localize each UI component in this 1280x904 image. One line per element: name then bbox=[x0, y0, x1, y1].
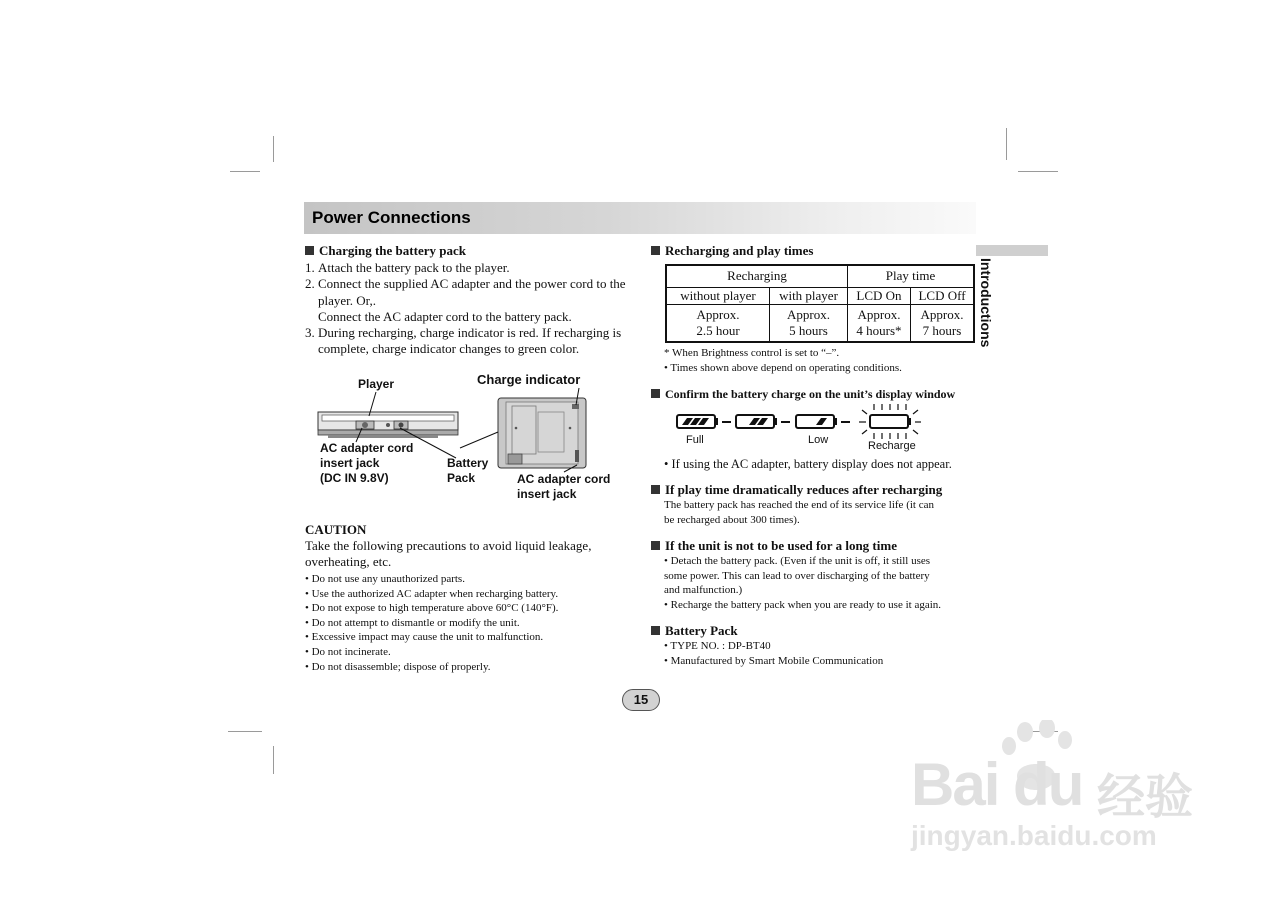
table-cell: Approx. 2.5 hour bbox=[666, 304, 769, 342]
list-item: • Use the authorized AC adapter when recharging battery. bbox=[305, 587, 559, 600]
square-bullet-icon bbox=[651, 485, 660, 494]
table-cell: Approx. 7 hours bbox=[911, 304, 975, 342]
caution-heading: CAUTION bbox=[305, 522, 367, 537]
ac-cord-label: AC adapter cord insert jack bbox=[517, 472, 611, 501]
charging-steps bbox=[305, 260, 635, 358]
table-header: with player bbox=[769, 287, 847, 304]
battery-pack-heading: Battery Pack bbox=[651, 623, 738, 639]
list-item: • TYPE NO. : DP-BT40 bbox=[664, 640, 771, 652]
list-item: • Do not incinerate. bbox=[305, 645, 391, 658]
table-cell: Approx. 5 hours bbox=[769, 304, 847, 342]
watermark-cn: 经验 bbox=[1097, 771, 1194, 824]
step-item: 1. Attach the battery pack to the player. bbox=[305, 260, 510, 275]
table-cell: Approx. 4 hours* bbox=[848, 304, 911, 342]
watermark bbox=[905, 720, 1225, 860]
list-item: • Excessive impact may cause the unit to malfunction. bbox=[305, 631, 544, 644]
reduces-text: The battery pack has reached the end of its service life (it can be recharged about 300 times). bbox=[664, 499, 934, 526]
caution-list bbox=[305, 572, 645, 674]
title-bar bbox=[304, 202, 976, 234]
side-tab-label: Introductions bbox=[978, 258, 994, 348]
page-title: Power Connections bbox=[312, 208, 471, 227]
list-item: • Do not use any unauthorized parts. bbox=[305, 573, 465, 585]
list-item: • Do not attempt to dismantle or modify the unit. bbox=[305, 616, 520, 629]
reduces-heading: If play time dramatically reduces after recharging bbox=[651, 482, 942, 498]
side-tab-bar bbox=[976, 245, 1048, 256]
crop-mark bbox=[230, 171, 260, 172]
crop-mark bbox=[1006, 128, 1007, 160]
battery-low-label: Low bbox=[808, 434, 829, 446]
ac-jack-label: AC adapter cord insert jack (DC IN 9.8V) bbox=[320, 441, 414, 485]
player-label: Player bbox=[358, 377, 395, 391]
list-item: • Do not expose to high temperature above 60°C (140°F). bbox=[305, 602, 559, 615]
battery-pack-label: Battery Pack bbox=[447, 456, 489, 485]
table-header: without player bbox=[666, 287, 769, 304]
step-item: 2. Connect the supplied AC adapter and the power cord to the player. Or,. bbox=[305, 276, 626, 308]
side-tab bbox=[976, 258, 998, 362]
list-item: • Detach the battery pack. (Even if the unit is off, it still uses bbox=[664, 555, 931, 567]
watermark-url: jingyan.baidu.com bbox=[911, 820, 1157, 851]
step-item: Connect the AC adapter cord to the battery pack. bbox=[318, 308, 572, 324]
longtime-heading: If the unit is not to be used for a long time bbox=[651, 538, 897, 554]
crop-mark bbox=[273, 746, 274, 774]
charging-heading: Charging the battery pack bbox=[305, 243, 466, 259]
page-number: 15 bbox=[622, 689, 660, 711]
square-bullet-icon bbox=[651, 246, 660, 255]
confirm-note: • If using the AC adapter, battery display does not appear. bbox=[664, 457, 952, 471]
battery-recharge-label: Recharge bbox=[868, 440, 916, 452]
battery-pack-list bbox=[664, 639, 883, 668]
battery-full-label: Full bbox=[686, 434, 704, 446]
charging-figure bbox=[316, 370, 616, 500]
list-item: • Recharge the battery pack when you are ready to use it again. bbox=[664, 598, 942, 611]
crop-mark bbox=[273, 136, 274, 162]
crop-mark bbox=[1018, 171, 1058, 172]
list-item: • Manufactured by Smart Mobile Communication bbox=[664, 654, 884, 667]
longtime-list bbox=[664, 554, 941, 612]
confirm-heading: Confirm the battery charge on the unit’s display window bbox=[651, 387, 955, 402]
list-item: • Do not disassemble; dispose of properly. bbox=[305, 660, 491, 673]
table-note: * When Brightness control is set to “–”. bbox=[664, 347, 840, 359]
times-table bbox=[665, 264, 975, 343]
step-item: 3. During recharging, charge indicator is red. If recharging is complete, charge indicator changes to green color. bbox=[305, 325, 622, 357]
table-note: • Times shown above depend on operating conditions. bbox=[664, 362, 902, 374]
table-header: Play time bbox=[848, 265, 975, 287]
square-bullet-icon bbox=[651, 541, 660, 550]
watermark-brand: Bai du bbox=[911, 751, 1083, 818]
list-item: some power. This can lead to over discharging of the battery bbox=[664, 569, 930, 582]
charge-indicator-label: Charge indicator bbox=[477, 372, 581, 387]
table-header: Recharging bbox=[666, 265, 848, 287]
battery-display-icons bbox=[675, 402, 935, 456]
crop-mark bbox=[228, 731, 262, 732]
caution-intro: Take the following precautions to avoid liquid leakage, overheating, etc. bbox=[305, 538, 592, 570]
times-heading: Recharging and play times bbox=[651, 243, 813, 259]
list-item: and malfunction.) bbox=[664, 584, 743, 597]
square-bullet-icon bbox=[651, 626, 660, 635]
table-header: LCD Off bbox=[911, 287, 975, 304]
square-bullet-icon bbox=[305, 246, 314, 255]
table-header: LCD On bbox=[848, 287, 911, 304]
square-bullet-icon bbox=[651, 389, 660, 398]
